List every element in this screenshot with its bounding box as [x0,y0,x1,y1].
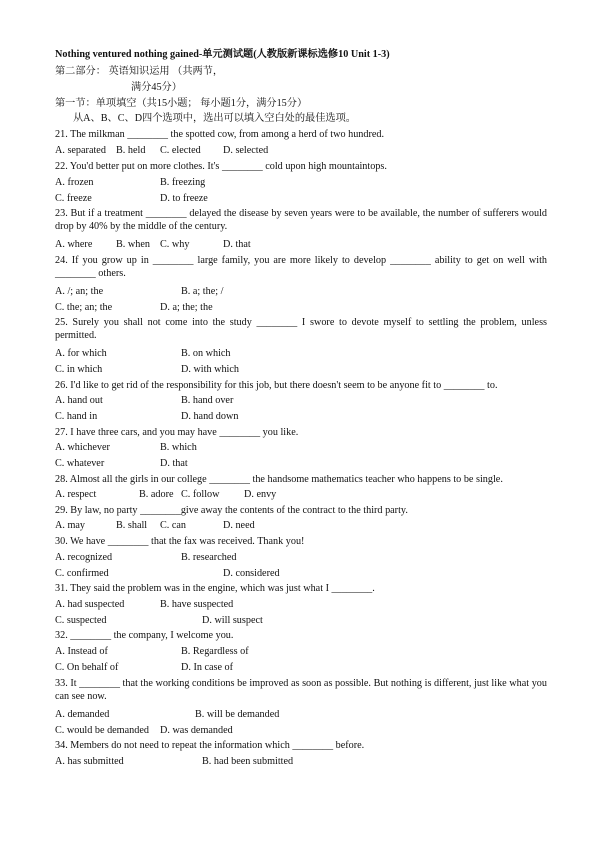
option: B. had been submitted [202,756,294,767]
option: D. that [223,239,251,250]
option: D. considered [223,568,280,579]
question-stem: 21. The milkman ________ the spotted cow, from among a herd of two hundred. [55,129,385,140]
option: A. where [55,239,93,250]
question-stem: 28. Almost all the girls in our college ________ the handsome mathematics teacher who happens to be single. [55,474,503,485]
option: A. frozen [55,177,94,188]
option: D. need [223,520,255,531]
option: D. In case of [181,662,234,673]
option: D. selected [223,145,269,156]
option: B. adore [139,489,174,500]
option: D. to freeze [160,193,208,204]
option: B. a; the; / [181,286,224,297]
question-stem: 25. Surely you shall not come into the study ________ I swore to devote myself to settling the problem, unless permitted. [55,317,547,341]
option: C. would be demanded [55,725,149,736]
option: B. freezing [160,177,206,188]
option: B. held [116,145,146,156]
option: C. freeze [55,193,92,204]
option: B. which [160,442,197,453]
option: A. had suspected [55,599,125,610]
option: A. whichever [55,442,110,453]
option: A. has submitted [55,756,124,767]
option: C. On behalf of [55,662,119,673]
option: A. separated [55,145,106,156]
question-stem: 34. Members do not need to repeat the information which ________ before. [55,740,365,751]
option: C. hand in [55,411,98,422]
option: A. may [55,520,85,531]
question-stem: 26. I'd like to get rid of the responsibility for this job, but there doesn't seem to be anyone fit to ________ to. [55,380,498,391]
option: D. envy [244,489,277,500]
option: B. have suspected [160,599,234,610]
option: D. a; the; the [160,302,213,313]
option: C. whatever [55,458,105,469]
option: A. respect [55,489,97,500]
section-heading: 第一节：单项填空（共15小题； 每小题1分，满分15分） [55,98,308,109]
option: C. suspected [55,615,107,626]
question-stem: 24. If you grow up in ________ large family, you are more likely to develop ________ ability to get on well with ________ others. [55,255,547,279]
option: C. in which [55,364,103,375]
question-stem: 23. But if a treatment ________ delayed the disease by seven years were to be available, the number of sufferers would drop by 40% by the middle of the century. [55,208,547,232]
question-stem: 31. They said the problem was in the engine, which was just what I ________. [55,583,375,594]
part-score: 满分45分） [131,82,182,93]
option: C. can [160,520,187,531]
option: D. with which [181,364,240,375]
part-heading: 第二部分： 英语知识运用 （共两节， [55,66,224,77]
option: B. will be demanded [195,709,280,720]
option: D. that [160,458,188,469]
option: C. why [160,239,190,250]
option: A. for which [55,348,107,359]
instruction-text: 从A、B、C、D四个选项中，选出可以填入空白处的最佳选项。 [73,113,356,124]
option: D. was demanded [160,725,233,736]
option: D. will suspect [202,615,263,626]
option: B. researched [181,552,237,563]
option: A. demanded [55,709,110,720]
question-stem: 29. By law, no party ________give away the contents of the contract to the third party. [55,505,408,516]
option: B. Regardless of [181,646,249,657]
option: B. shall [116,520,148,531]
question-stem: 30. We have ________ that the fax was received. Thank you! [55,536,305,547]
question-stem: 22. You'd better put on more clothes. It's ________ cold upon high mountaintops. [55,161,387,172]
option: C. follow [181,489,220,500]
option: A. /; an; the [55,286,104,297]
option: B. hand over [181,395,234,406]
option: B. when [116,239,150,250]
page-title: Nothing ventured nothing gained-单元测试题(人教版新课标选修10 Unit 1-3) [55,49,390,60]
option: C. the; an; the [55,302,113,313]
option: B. on which [181,348,231,359]
option: A. hand out [55,395,103,406]
option: D. hand down [181,411,239,422]
question-stem: 32. ________ the company, I welcome you. [55,630,234,641]
option: A. Instead of [55,646,108,657]
question-stem: 33. It ________ that the working conditions be improved as soon as possible. But nothing is different, just like what you can see now. [55,678,547,702]
question-stem: 27. I have three cars, and you may have ________ you like. [55,427,299,438]
option: C. elected [160,145,201,156]
option: C. confirmed [55,568,109,579]
option: A. recognized [55,552,113,563]
